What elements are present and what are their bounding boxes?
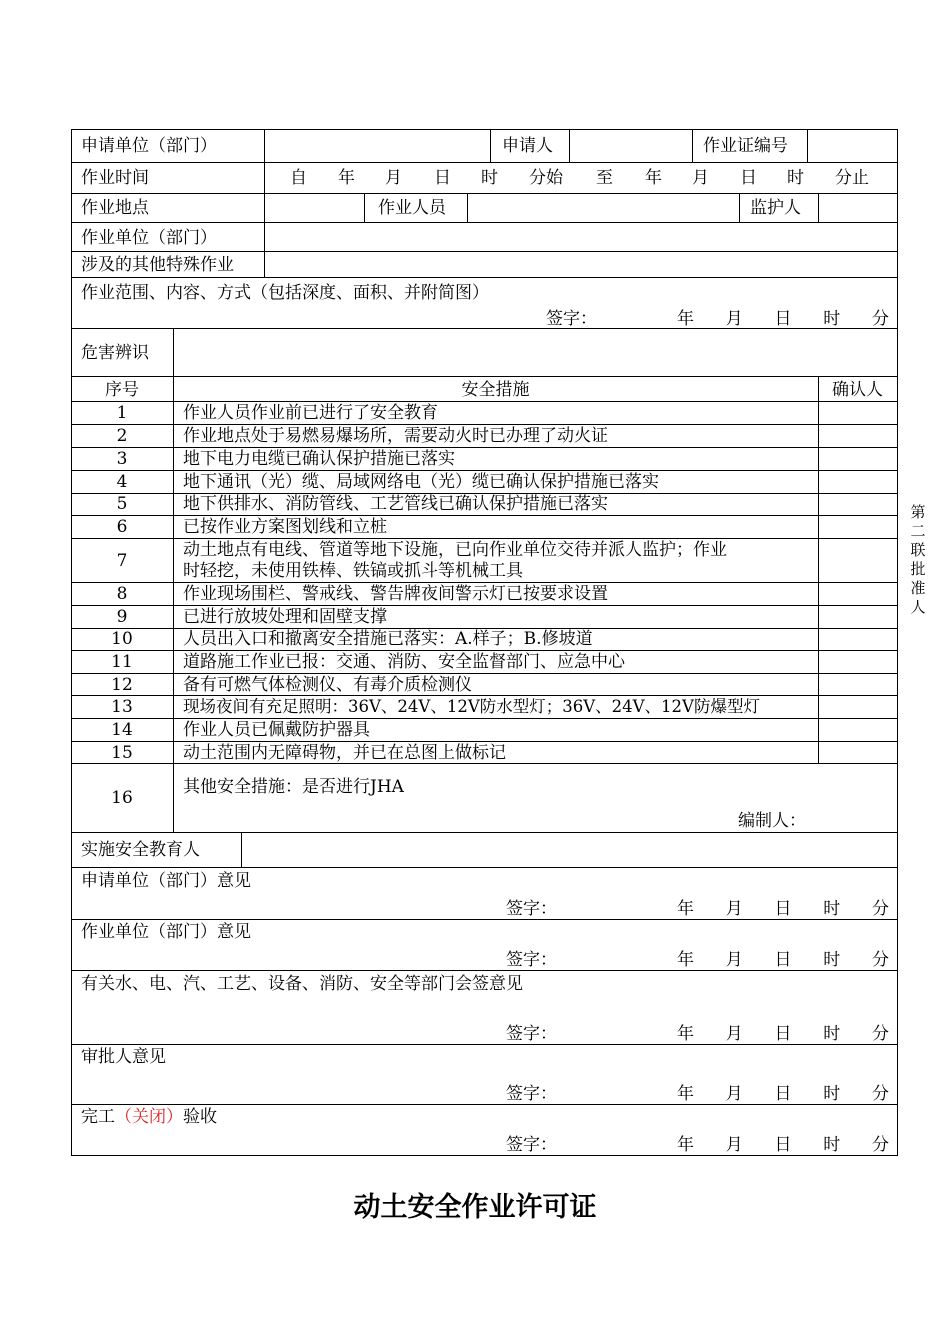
rule (71, 1044, 898, 1045)
rule (71, 277, 898, 278)
sign-part: 月 (725, 1084, 743, 1104)
col-measure-header: 安全措施 (461, 380, 530, 400)
sign-part: 日 (774, 1024, 792, 1044)
row-number: 9 (116, 607, 128, 627)
time-part: 分止 (835, 168, 869, 188)
completion-acceptance-label (81, 1107, 217, 1127)
sign-part: 月 (725, 1024, 743, 1044)
time-part: 时 (481, 168, 498, 188)
sign-label: 签字： (506, 1135, 557, 1155)
document-title: 动土安全作业许可证 (353, 1192, 597, 1223)
row-measure: 地下电力电缆已确认保护措施已落实 (183, 449, 455, 469)
row-measure: 其他安全措施：是否进行JHA (183, 777, 404, 797)
rule (71, 222, 898, 223)
row-number: 10 (111, 629, 133, 649)
departments-opinion-label: 有关水、电、汽、工艺、设备、消防、安全等部门会签意见 (81, 974, 523, 994)
sign-part: 年 (677, 899, 694, 919)
row-number: 14 (111, 720, 133, 740)
rule (71, 718, 898, 719)
rule (71, 376, 898, 377)
compiler-label: 编制人： (738, 811, 806, 831)
row-measure: 动土地点有电线、管道等地下设施，已向作业单位交待并派人监护；作业 (183, 540, 727, 560)
time-part: 月 (385, 168, 402, 188)
row-number: 3 (116, 449, 128, 469)
rule (71, 867, 898, 868)
sign-part: 分 (872, 1024, 889, 1044)
rule (71, 970, 898, 971)
applicant-label: 申请人 (502, 136, 553, 156)
educator-label: 实施安全教育人 (81, 840, 200, 860)
sign-part: 分 (872, 950, 889, 970)
rule (173, 328, 174, 832)
sign-label: 签字： (506, 1024, 557, 1044)
row-measure: 备有可燃气体检测仪、有毒介质检测仪 (183, 675, 472, 695)
row-number: 2 (116, 426, 128, 446)
rule (71, 919, 898, 920)
rule (241, 832, 242, 867)
approver-opinion-label: 审批人意见 (81, 1047, 166, 1067)
sign-part: 日 (774, 309, 792, 329)
sign-part: 分 (872, 899, 889, 919)
sign-part: 日 (774, 1135, 792, 1155)
time-part: 至 (596, 168, 613, 188)
rule (490, 129, 491, 162)
apply-unit-opinion-label: 申请单位（部门）意见 (81, 871, 251, 891)
sign-part: 日 (774, 950, 792, 970)
sign-part: 年 (677, 309, 694, 329)
work-time-label: 作业时间 (81, 168, 149, 188)
row-number: 1 (116, 403, 128, 423)
sign-part: 年 (677, 1024, 694, 1044)
rule (71, 741, 898, 742)
rule (807, 129, 808, 162)
sign-label: 签字： (506, 899, 557, 919)
sign-part: 时 (823, 950, 841, 970)
rule (71, 582, 898, 583)
row-measure: 作业现场围栏、警戒线、警告牌夜间警示灯已按要求设置 (183, 584, 608, 604)
rule (71, 673, 898, 674)
sign-part: 分 (872, 1135, 889, 1155)
hazard-label: 危害辨识 (81, 343, 149, 363)
row-number: 15 (111, 743, 133, 763)
time-part: 日 (434, 168, 451, 188)
row-measure: 地下供排水、消防管线、工艺管线已确认保护措施已落实 (183, 494, 608, 514)
rule (71, 695, 898, 696)
row-measure: 动土范围内无障碍物，并已在总图上做标记 (183, 743, 506, 763)
sign-date (677, 1135, 889, 1155)
rule (264, 129, 265, 277)
time-part: 年 (338, 168, 355, 188)
rule (71, 1155, 898, 1156)
time-part: 日 (740, 168, 757, 188)
rule (71, 1104, 898, 1105)
permit-number-label: 作业证编号 (703, 136, 788, 156)
sign-date (677, 899, 889, 919)
work-unit-label: 作业单位（部门） (81, 228, 217, 248)
rule (71, 424, 898, 425)
rule (71, 447, 898, 448)
rule (467, 193, 468, 222)
row-measure: 作业人员作业前已进行了安全教育 (183, 403, 438, 423)
sign-part: 月 (725, 1135, 743, 1155)
row-number: 4 (116, 472, 128, 492)
sign-part: 时 (823, 1024, 841, 1044)
rule (692, 129, 693, 162)
rule (818, 193, 819, 222)
work-scope-label: 作业范围、内容、方式（包括深度、面积、并附简图） (81, 283, 489, 303)
sign-part: 年 (677, 950, 694, 970)
sign-date (677, 1084, 889, 1104)
col-confirm-header: 确认人 (832, 380, 883, 400)
row-number: 8 (116, 584, 128, 604)
row-measure: 已进行放坡处理和固壁支撑 (183, 607, 387, 627)
rule (569, 129, 570, 162)
other-special-work-label: 涉及的其他特殊作业 (81, 255, 234, 275)
sign-date (677, 309, 889, 329)
rule (71, 251, 898, 252)
completion-text: 完工 (81, 1107, 115, 1127)
supervisor-label: 监护人 (750, 198, 801, 218)
time-part: 年 (645, 168, 662, 188)
sign-part: 分 (872, 1084, 889, 1104)
row-measure: 道路施工作业已报：交通、消防、安全监督部门、应急中心 (183, 652, 625, 672)
sign-label: 签字： (506, 1084, 557, 1104)
row-number: 13 (111, 697, 133, 717)
time-part: 自 (290, 168, 307, 188)
row-number: 16 (111, 788, 133, 808)
sign-part: 时 (823, 1135, 841, 1155)
row-measure: 已按作业方案图划线和立桩 (183, 517, 387, 537)
row-number: 7 (116, 551, 128, 571)
rule (71, 763, 898, 764)
sign-part: 年 (677, 1084, 694, 1104)
rule (71, 650, 898, 651)
sign-part: 日 (774, 899, 792, 919)
sign-part: 分 (872, 309, 889, 329)
time-part: 时 (787, 168, 804, 188)
row-number: 6 (116, 517, 128, 537)
sign-part: 日 (774, 1084, 792, 1104)
rule (71, 193, 898, 194)
row-measure-continued: 时轻挖，未使用铁棒、铁镐或抓斗等机械工具 (183, 561, 523, 581)
row-measure: 人员出入口和撤离安全措施已落实：A.样子；B.修坡道 (183, 629, 593, 649)
sign-part: 时 (823, 309, 841, 329)
sign-part: 月 (725, 899, 743, 919)
rule (71, 129, 898, 130)
sign-date (677, 950, 889, 970)
rule (71, 832, 898, 833)
apply-unit-label: 申请单位（部门） (81, 136, 217, 156)
col-no-header: 序号 (105, 380, 139, 400)
sign-date (677, 1024, 889, 1044)
rule (897, 129, 898, 1156)
row-measure: 作业人员已佩戴防护器具 (183, 720, 370, 740)
rule (71, 162, 898, 163)
sign-part: 月 (725, 950, 743, 970)
work-unit-opinion-label: 作业单位（部门）意见 (81, 922, 251, 942)
copy-side-note: 第二联批准人 (910, 503, 926, 616)
row-number: 12 (111, 675, 133, 695)
rule (739, 193, 740, 222)
workers-label: 作业人员 (378, 198, 446, 218)
sign-part: 月 (725, 309, 743, 329)
time-part: 月 (692, 168, 709, 188)
closure-note: （关闭） (115, 1107, 183, 1127)
row-measure: 作业地点处于易燃易爆场所，需要动火时已办理了动火证 (183, 426, 608, 446)
row-measure: 现场夜间有充足照明：36V、24V、12V防水型灯；36V、24V、12V防爆型灯 (183, 697, 760, 716)
rule (71, 470, 898, 471)
rule (71, 401, 898, 402)
rule (71, 605, 898, 606)
rule (818, 376, 819, 763)
sign-part: 时 (823, 1084, 841, 1104)
work-location-label: 作业地点 (81, 198, 149, 218)
sign-part: 时 (823, 899, 841, 919)
sign-part: 年 (677, 1135, 694, 1155)
row-measure: 地下通讯（光）缆、局域网络电（光）缆已确认保护措施已落实 (183, 472, 659, 492)
rule (71, 538, 898, 539)
acceptance-text: 验收 (183, 1107, 217, 1127)
rule (364, 193, 365, 222)
time-part: 分始 (529, 168, 563, 188)
sign-label: 签字： (506, 950, 557, 970)
sign-label: 签字： (546, 309, 597, 329)
row-number: 11 (111, 652, 133, 672)
row-number: 5 (116, 494, 128, 514)
rule (71, 515, 898, 516)
